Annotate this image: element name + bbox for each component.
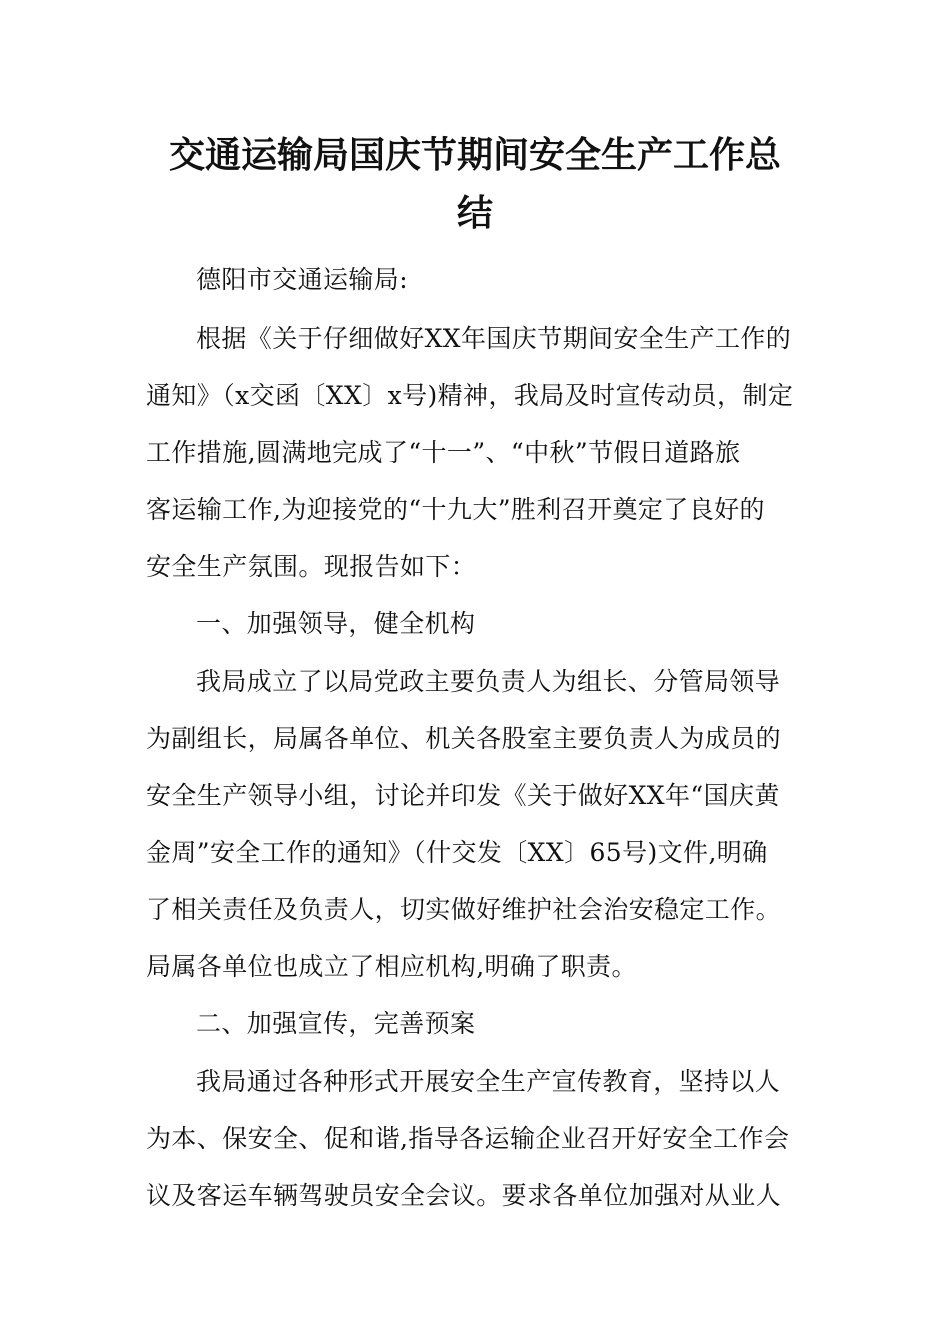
paragraph-line: 议及客运车辆驾驶员安全会议。要求各单位加强对从业人: [146, 1181, 782, 1210]
paragraph-line: 客运输工作,为迎接党的“十九大”胜利召开奠定了良好的: [146, 495, 765, 524]
document-title-line-1: 交通运输局国庆节期间安全生产工作总: [168, 134, 781, 176]
paragraph-line: 局属各单位也成立了相应机构,明确了职责。: [146, 952, 637, 981]
paragraph-line: 根据《关于仔细做好XX年国庆节期间安全生产工作的: [196, 324, 792, 353]
salutation: 德阳市交通运输局:: [196, 265, 409, 294]
paragraph-line: 金周”安全工作的通知》（什交发〔XX〕65号)文件,明确: [146, 838, 768, 867]
paragraph-line: 我局成立了以局党政主要负责人为组长、分管局领导: [196, 667, 781, 696]
paragraph-line: 通知》（x交函〔XX〕x号)精神，我局及时宣传动员，制定: [146, 381, 794, 410]
paragraph-line: 为本、保安全、促和谐,指导各运输企业召开好安全工作会: [146, 1124, 790, 1153]
paragraph-line: 我局通过各种形式开展安全生产宣传教育，坚持以人: [196, 1067, 781, 1096]
section-heading-2: 二、加强宣传，完善预案: [196, 1009, 476, 1038]
paragraph-line: 为副组长，局属各单位、机关各股室主要负责人为成员的: [146, 724, 782, 753]
paragraph-line: 了相关责任及负责人，切实做好维护社会治安稳定工作。: [146, 895, 782, 924]
document-title-line-2: 结: [456, 192, 493, 234]
section-heading-1: 一、加强领导，健全机构: [196, 609, 476, 638]
paragraph-line: 安全生产氛围。现报告如下：: [146, 552, 477, 581]
paragraph-line: 安全生产领导小组，讨论并印发《关于做好XX年“国庆黄: [146, 781, 780, 810]
paragraph-line: 工作措施,圆满地完成了“十一”、“中秋”节假日道路旅: [146, 438, 741, 467]
